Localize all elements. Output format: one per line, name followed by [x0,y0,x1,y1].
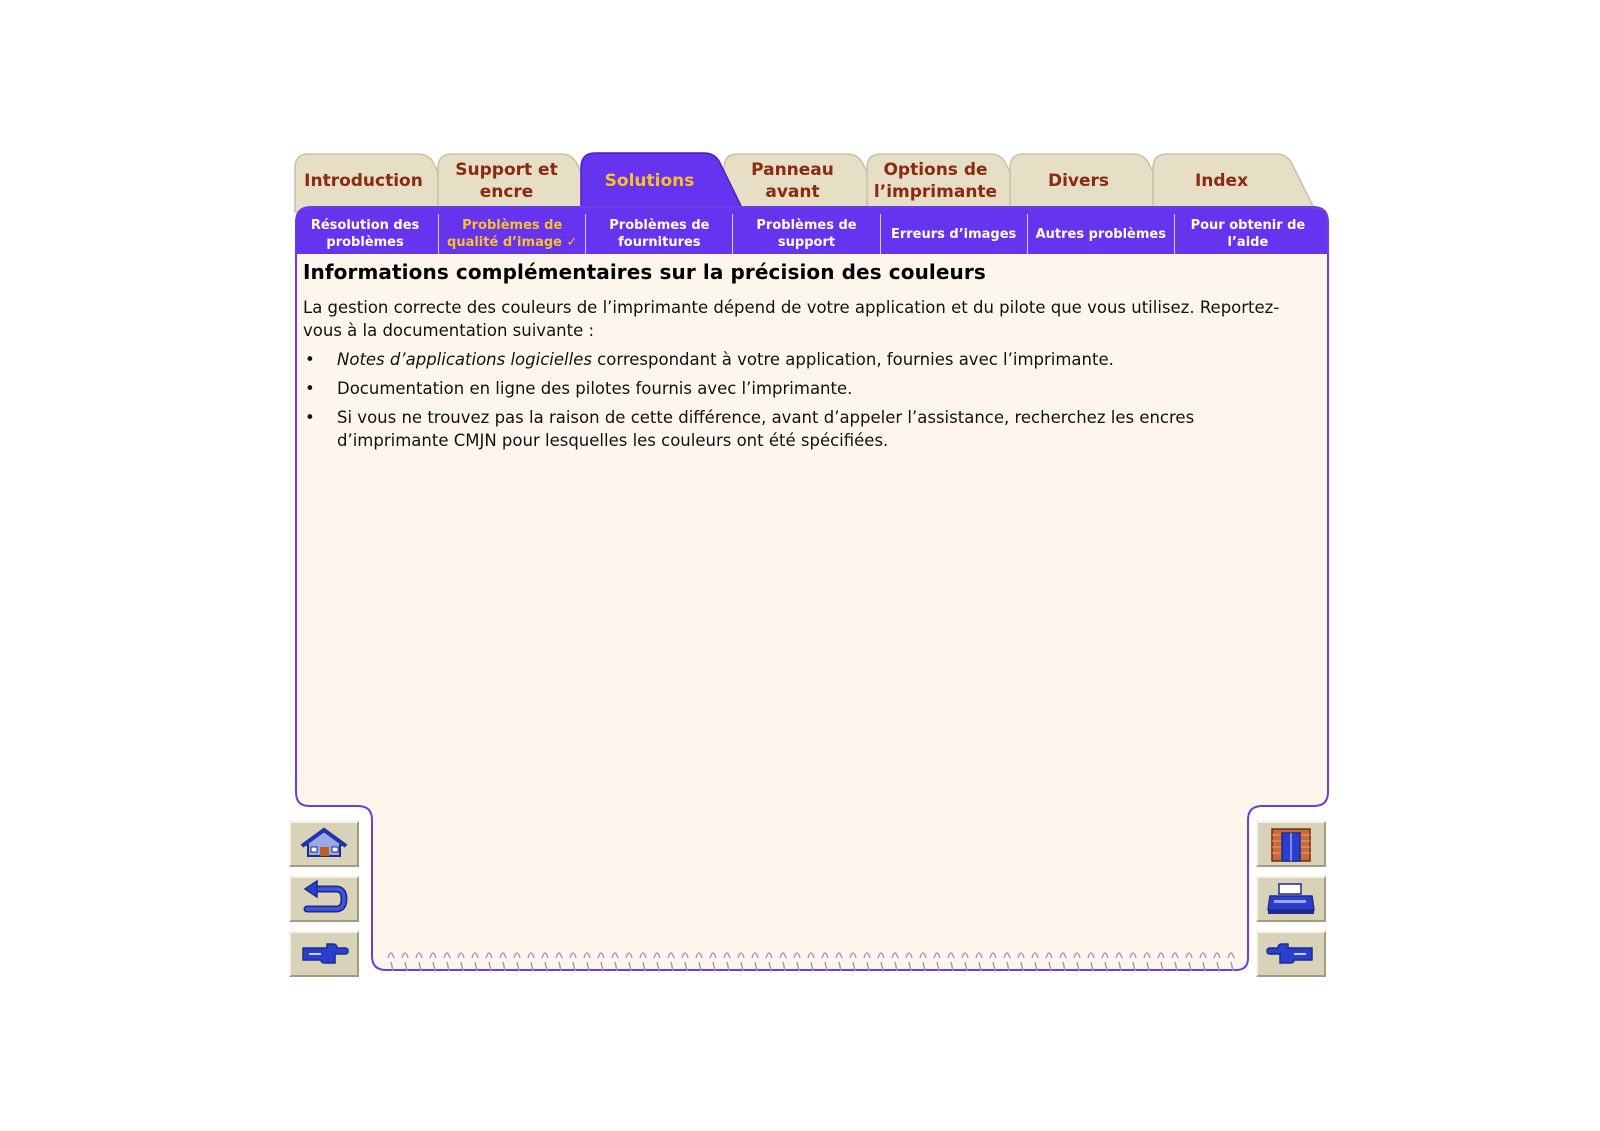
home-icon [291,823,357,865]
list-item [303,348,1303,371]
next-page-button[interactable] [289,931,359,977]
tab-divers[interactable]: Divers [1047,171,1110,191]
subnav [292,214,1321,254]
subnav-support[interactable]: Problèmes de support [733,214,880,254]
bullet-dot: • [305,350,315,369]
bullet-text: Documentation en ligne des pilotes fournis avec l’imprimante. [337,379,853,398]
main-content [303,260,1303,458]
subnav-resolution-problemes[interactable]: Résolution des problèmes [292,214,439,254]
list-item [303,406,1303,452]
subnav-qualite-image[interactable]: Problèmes de qualité d’image ✓ [439,214,586,254]
subnav-fournitures[interactable]: Problèmes de fournitures [586,214,733,254]
previous-hand-icon [1258,933,1324,975]
contents-icon [1258,823,1324,865]
subnav-autres-problemes[interactable]: Autres problèmes [1028,214,1175,254]
bullet-list [303,348,1303,452]
subnav-erreurs-images[interactable]: Erreurs d’images [881,214,1028,254]
back-button[interactable] [289,876,359,922]
bullet-dot: • [305,379,315,398]
subnav-obtenir-aide[interactable]: Pour obtenir de l’aide [1190,218,1306,250]
intro-paragraph: La gestion correcte des couleurs de l’imprimante dépend de votre application et du pilote que vous utilisez. Reportez-vous à la documentation suivante : [303,298,1280,340]
bullet-text: correspondant à votre application, fournies avec l’imprimante. [591,350,1114,369]
print-icon [1258,878,1324,920]
bullet-emphasis: Notes d’applications logicielles [337,350,592,369]
bullet-text: Si vous ne trouvez pas la raison de cette différence, avant d’appeler l’assistance, recherchez les encres d’imprimante CMJN pour lesquelles les couleurs ont été spécifiées. [337,408,1195,450]
previous-page-button[interactable] [1256,931,1326,977]
home-button[interactable] [289,821,359,867]
contents-button[interactable] [1256,821,1326,867]
list-item [303,377,1303,400]
tab-introduction[interactable]: Introduction [304,171,423,191]
tab-index[interactable]: Index [1194,171,1249,191]
back-arrow-icon [291,878,357,920]
bullet-dot: • [305,408,315,427]
tab-support-encre[interactable]: Support et encre [455,160,558,202]
tab-solutions[interactable]: Solutions [604,171,695,191]
print-button[interactable] [1256,876,1326,922]
next-hand-icon [291,933,357,975]
tab-options-imprimante[interactable]: Options de l’imprimante [873,160,998,202]
tab-panneau-avant[interactable]: Panneau avant [751,160,834,202]
page-title: Informations complémentaires sur la précision des couleurs [303,260,986,284]
